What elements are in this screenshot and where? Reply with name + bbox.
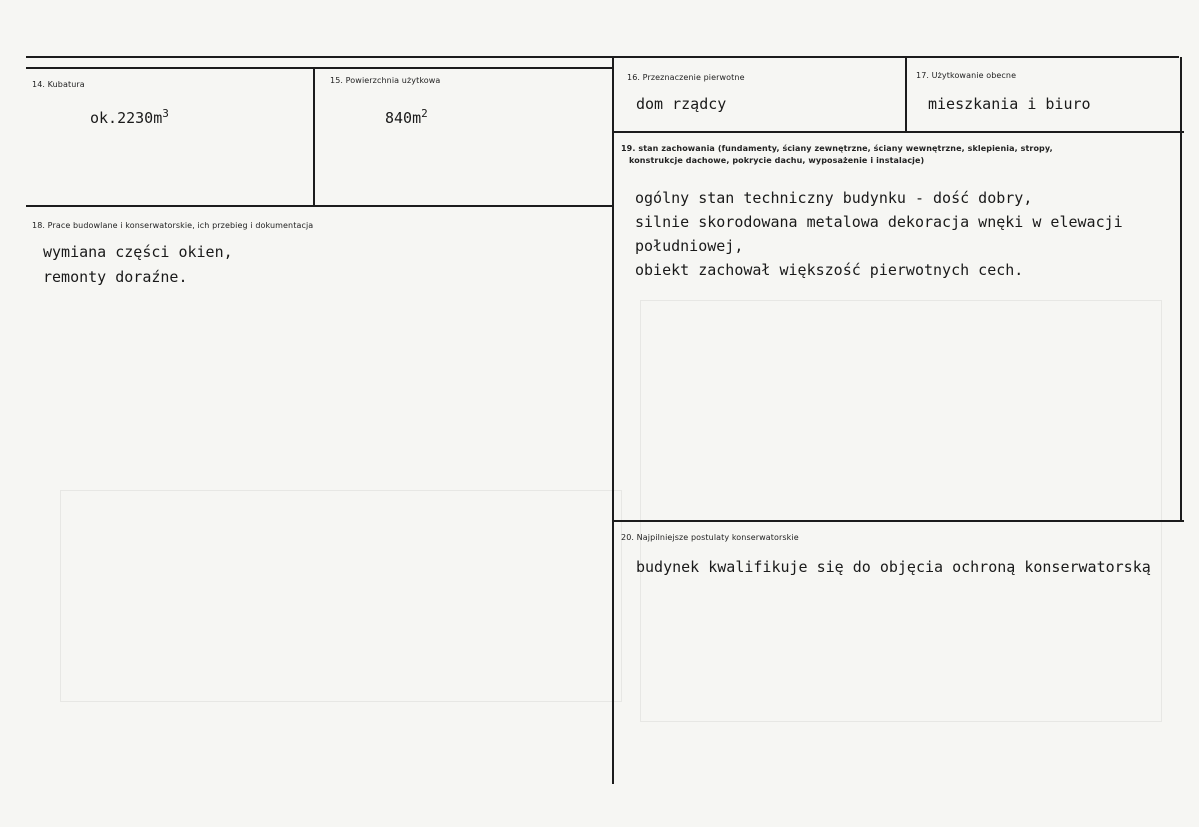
value-prace-line-1: wymiana części okien, — [43, 243, 233, 261]
top-rule-left — [26, 67, 614, 69]
value-powierzchnia-exponent: 2 — [421, 107, 428, 120]
value-stan-line-1: ogólny stan techniczny budynku - dość dobry, — [635, 189, 1033, 207]
label-stan-zachowania-line-1: 19. stan zachowania (fundamenty, ściany zewnętrzne, ściany wewnętrzne, sklepienia, stropy, — [621, 144, 1053, 153]
divider-16-17 — [905, 57, 907, 132]
value-kubatura — [90, 107, 169, 130]
label-kubatura: 14. Kubatura — [32, 80, 85, 89]
label-postulaty: 20. Najpilniejsze postulaty konserwatorskie — [621, 533, 799, 542]
value-przeznaczenie-pierwotne: dom rządcy — [636, 95, 727, 113]
label-stan-zachowania-line-2: konstrukcje dachowe, pokrycie dachu, wyposażenie i instalacje) — [629, 156, 925, 165]
bleed-through-left — [60, 490, 622, 702]
value-powierzchnia — [385, 107, 428, 130]
value-kubatura-exponent: 3 — [162, 107, 169, 120]
value-stan-line-2: silnie skorodowana metalowa dekoracja wnęki w elewacji — [635, 213, 1123, 231]
rule-above-postulaty — [614, 520, 1184, 522]
label-prace-budowlane: 18. Prace budowlane i konserwatorskie, ich przebieg i dokumentacja — [32, 221, 314, 230]
right-border — [1180, 57, 1182, 522]
value-uzytkowanie-obecne: mieszkania i biuro — [928, 95, 1091, 113]
label-powierzchnia: 15. Powierzchnia użytkowa — [330, 76, 441, 85]
value-stan-line-3: południowej, — [635, 237, 744, 255]
value-postulaty: budynek kwalifikuje się do objęcia ochroną konserwatorską — [636, 558, 1151, 576]
center-divider — [612, 57, 614, 784]
label-przeznaczenie-pierwotne: 16. Przeznaczenie pierwotne — [627, 73, 745, 82]
label-uzytkowanie-obecne: 17. Użytkowanie obecne — [916, 71, 1017, 80]
divider-14-15 — [313, 67, 315, 207]
top-rule — [26, 56, 1179, 58]
value-prace-line-2: remonty doraźne. — [43, 268, 188, 286]
value-stan-line-4: obiekt zachował większość pierwotnych cech. — [635, 261, 1024, 279]
bleed-through-right — [640, 300, 1162, 722]
value-kubatura-text: ok.2230m — [90, 109, 163, 127]
rule-under-przeznaczenie — [614, 131, 1184, 133]
value-powierzchnia-text: 840m — [385, 109, 422, 127]
rule-under-kubatura — [26, 205, 614, 207]
